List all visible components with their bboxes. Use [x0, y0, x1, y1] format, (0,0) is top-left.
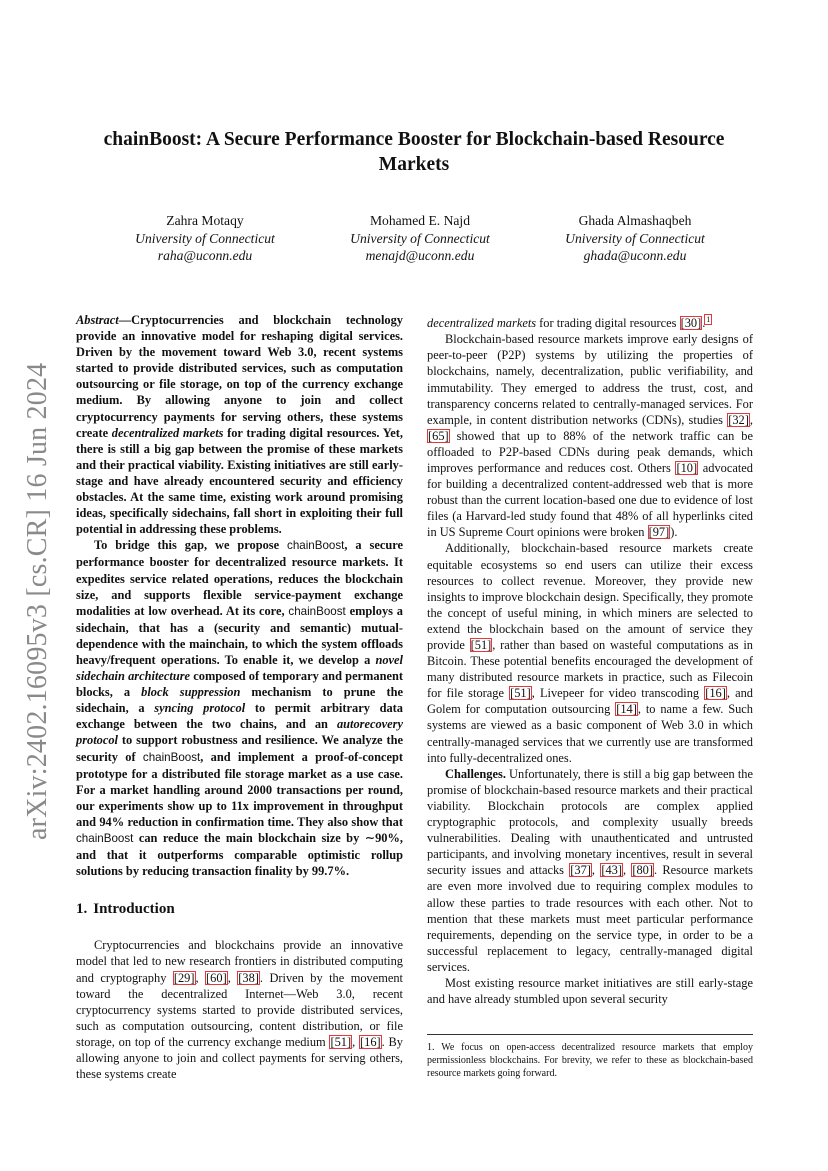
text: for trading digital resources. Yet, there is still a big gap between the promise of these markets and their practical viability. Existing initiatives are still early-stage and have already encountered security and efficiency obstacles. At the same time, existing work around promising ideas, specifically sidechains, fall short in exploiting their full potential in addressing these problems. — [76, 425, 403, 537]
text: To bridge this gap, we propose — [94, 538, 288, 553]
intro-paragraph-3 — [427, 540, 753, 765]
text: , a secure performance booster for decentralized resource markets. It expedites service related operations, reduces the blockchain size, and supports flexible service-payment exchange modalities at low overhead. At its core, — [76, 538, 403, 618]
citation-link[interactable]: [37] — [570, 863, 591, 878]
section-number: 1. — [76, 901, 88, 918]
arxiv-identifier: arXiv:2402.16095v3 [cs.CR] 16 Jun 2024 — [22, 362, 53, 840]
left-column — [76, 312, 403, 1082]
text: ). — [670, 525, 678, 540]
text: , and Golem for computation outsourcing — [427, 686, 753, 717]
text: advocated for building a decentralized content-addressed web that is more robust than the current location-based one due to evidence of lost files (a Harvard-led study found that 48% of all hyperlinks cited in US Supreme Court opinions were broken — [427, 460, 754, 540]
author-name: Mohamed E. Najd — [369, 213, 471, 228]
intro-paragraph-5 — [427, 975, 753, 1007]
text: , rather than based on wasteful computations as in Bitcoin. These potential benefits encouraged the development of many distributed resource markets in practice, such as Filecoin for file storage — [427, 638, 754, 701]
system-name: chainBoost — [288, 604, 346, 618]
author-list — [100, 212, 740, 265]
text: Cryptocurrencies and blockchains provide an innovative model that led to new research frontiers in distributed computing and cryptography — [76, 938, 403, 985]
text: Blockchain-based resource markets improve early designs of peer-to-peer (P2P) systems by utilizing the properties of blockchains, namely, decentralization, public verifiability, and immutability. They emerged to address the trust, cost, and transparency concerns related to centrally-managed services. For example, in content distribution networks (CDNs), studies — [427, 332, 753, 427]
system-name: chainBoost — [76, 832, 134, 845]
text: mechanism to prune the sidechain, a — [76, 685, 403, 716]
footnote: 1. We focus on open-access decentralized resource markets that employ permissionless blockchains. For brevity, we refer to these as blockchain-based resource markets going forward. — [427, 1034, 753, 1080]
author-email: raha@uconn.edu — [157, 248, 253, 263]
text: —Cryptocurrencies and blockchain technology provide an innovative model for reshaping digital services. Driven by the movement toward Web 3.0, recent systems started to provide distributed services, such as computation outsourcing or file storage, on top of the currency exchange medium. By allowing anyone to join and collect cryptocurrency payments for serving others, these systems create — [76, 313, 403, 440]
author-1 — [100, 212, 310, 265]
footnote-marker[interactable]: 1 — [706, 315, 711, 324]
paragraph-label: Challenges. — [445, 766, 506, 781]
author-affiliation: University of Connecticut — [135, 230, 275, 246]
author-name: Zahra Motaqy — [166, 213, 244, 228]
title-line-2: Markets — [378, 154, 450, 175]
citation-link[interactable]: [10] — [676, 460, 698, 475]
citation-link[interactable]: [80] — [632, 863, 654, 878]
emphasis: syncing protocol — [154, 701, 246, 716]
text: , Livepeer for video transcoding — [531, 686, 705, 701]
text: composed of temporary and permanent blocks, a — [76, 669, 403, 700]
section-title: Introduction — [93, 901, 175, 918]
citation-link[interactable]: [97] — [648, 525, 670, 540]
section-heading-introduction — [76, 901, 403, 917]
text: , to name a few. Such systems are viewed as a basic component of Web 3.0 in which centrally-managed services that we currently use are transformed into fully-decentralized ones. — [427, 702, 754, 765]
citation-link[interactable]: [16] — [705, 686, 726, 701]
intro-paragraph-2: Blockchain-based resource markets improve early designs of peer-to-peer (P2P) systems by utilizing the properties of blockchains, namely, decentralization, public verifiability, and immutability. They emerged to address the trust, cost, and transparency concerns related to centrally-managed services. For example, in content distribution networks (CDNs), studies [32], [65] showed that up to 88% of the network traffic can be offloaded to P2P-based CDNs during peak demands, which improves performance and reduces cost. Others [10] advocated for building a decentralized content-addressed web that is more robust than the current location-based one due to evidence of lost files (a Harvard-led study found that 48% of all hyperlinks cited in US Supreme Court opinions were broken [97]). — [427, 332, 754, 540]
author-name: Ghada Almashaqbeh — [578, 213, 692, 228]
text: Most existing resource market initiatives are still early-stage and have already stumbled upon several security — [427, 975, 753, 1007]
author-3 — [530, 212, 740, 265]
citation-link[interactable]: [14] — [616, 702, 637, 717]
author-2 — [315, 212, 525, 265]
system-name: chainBoost — [287, 539, 345, 553]
text: , and implement a proof-of-concept prototype for a distributed file storage market as a use case. For a market handling around 2000 transactions per round, our experiments show up to 11x improvement in throughput and 94% reduction in confirmation time. They also show that — [76, 749, 403, 829]
abstract-paragraph-2 — [76, 537, 403, 879]
citation-link[interactable]: [51] — [330, 1034, 352, 1049]
intro-paragraph-challenges: Challenges. Unfortunately, there is still a big gap between the promise of blockchain-based resource markets and their practical viability. Blockchain protocols are complex applied cryptographic protocols, and complexity usually breeds vulnerabilities. Dealing with unauthenticated and untrusted participants, and involving monetary incentives, result in several security issues and attacks [37], [43], [80]. Resource markets are even more involved due to requiring complex modules to allow these parties to trade resources with each other. Not to mention that these markets must meet particular performance requirements, depending on the service type, in order to be a successful replacement to legacy, centrally-managed digital services. — [427, 766, 754, 974]
abstract-label: Abstract — [76, 313, 119, 327]
citation-link[interactable]: [16] — [360, 1034, 381, 1049]
citation-link[interactable]: [60] — [206, 970, 227, 985]
citation-link[interactable]: [38] — [238, 970, 259, 985]
text: to support robustness and resilience. We analyze the security of — [76, 733, 403, 764]
citation-link[interactable]: [32] — [728, 412, 749, 427]
author-email: ghada@uconn.edu — [583, 248, 687, 263]
citation-link[interactable]: [65] — [428, 428, 449, 443]
text: Unfortunately, there is still a big gap between the promise of blockchain-based resource markets and their practical viability. Blockchain protocols are complex applied cryptographic protocols, and complexity usually breeds vulnerabilities. Dealing with unauthenticated and untrusted participants, and involving monetary incentives, result in several security issues and attacks — [427, 766, 753, 878]
author-affiliation: University of Connecticut — [565, 230, 705, 246]
author-affiliation: University of Connecticut — [350, 230, 490, 246]
emphasis: novel sidechain architecture — [76, 652, 403, 684]
abstract-paragraph-1 — [76, 312, 403, 537]
author-email: menajd@uconn.edu — [365, 248, 475, 263]
system-name: chainBoost — [142, 750, 201, 764]
text: for trading digital resources — [536, 316, 680, 331]
citation-link[interactable]: [51] — [510, 686, 531, 701]
emphasis: decentralized markets — [111, 425, 224, 440]
text: . Driven by the movement toward the decentralized Internet—Web 3.0, recent cryptocurrency systems started to provide distributed services, such as computation outsourcing, content distribution, or file storage, on top of the currency exchange medium — [76, 970, 403, 1049]
text: to permit arbitrary data exchange between the two chains, and an — [76, 701, 403, 732]
text: can reduce the main blockchain size by ∼90%, and that it outperforms comparable optimistic rollup solutions by reducing transaction finality by 99.7%. — [76, 831, 403, 879]
right-column — [427, 312, 753, 1007]
text: showed that up to 88% of the network traffic can be offloaded to P2P-based CDNs during peak demands, which improves performance and reduces cost. Others — [427, 428, 753, 475]
text: Additionally, blockchain-based resource markets create equitable ecosystems so end users can utilize their excess resources to collect revenue. Moreover, they provide new insights to improve blockchain design. Specifically, they promote the concept of useful mining, in which miners are selected to extend the blockchain based on the amount of service they provide — [427, 541, 753, 652]
title-line-1: chainBoost: A Secure Performance Booster for Blockchain-based Resource — [103, 129, 725, 150]
text: employs a sidechain, that has a (security and semantic) mutual-dependence with the mainchain, to which the system offloads heavy/frequent operations. To enable it, we develop a — [76, 603, 403, 667]
text: . By allowing anyone to join and collect payments for serving others, these systems create — [76, 1034, 403, 1082]
emphasis: autorecovery protocol — [76, 717, 403, 748]
citation-link[interactable]: [51] — [470, 638, 492, 652]
citation-link[interactable]: [30] — [680, 316, 702, 331]
intro-paragraph-continued: decentralized markets for trading digital resources [30].$^1$ — [427, 315, 711, 331]
emphasis: decentralized markets — [427, 316, 537, 331]
paper-title — [80, 127, 748, 177]
intro-paragraph-1: Cryptocurrencies and blockchains provide an innovative model that led to new research frontiers in distributed computing and cryptography [29], [60], [38]. Driven by the movement toward the decentralized Internet—Web 3.0, recent cryptocurrency systems started to provide distributed services, such as computation outsourcing, content distribution, or file storage, on top of the currency exchange medium [51], [16]. By allowing anyone to join and collect payments for serving others, these systems create — [76, 938, 403, 1082]
citation-link[interactable]: [29] — [173, 970, 195, 985]
emphasis: block suppression — [141, 685, 241, 700]
citation-link[interactable]: [43] — [601, 863, 622, 878]
text: . Resource markets are even more involved due to requiring complex modules to allow these parties to trade resources with each other. Not to mention that these markets must meet particular performance requirements, depending on the service type, in order to be a successful replacement to legacy, centrally-managed digital services. — [427, 863, 754, 974]
